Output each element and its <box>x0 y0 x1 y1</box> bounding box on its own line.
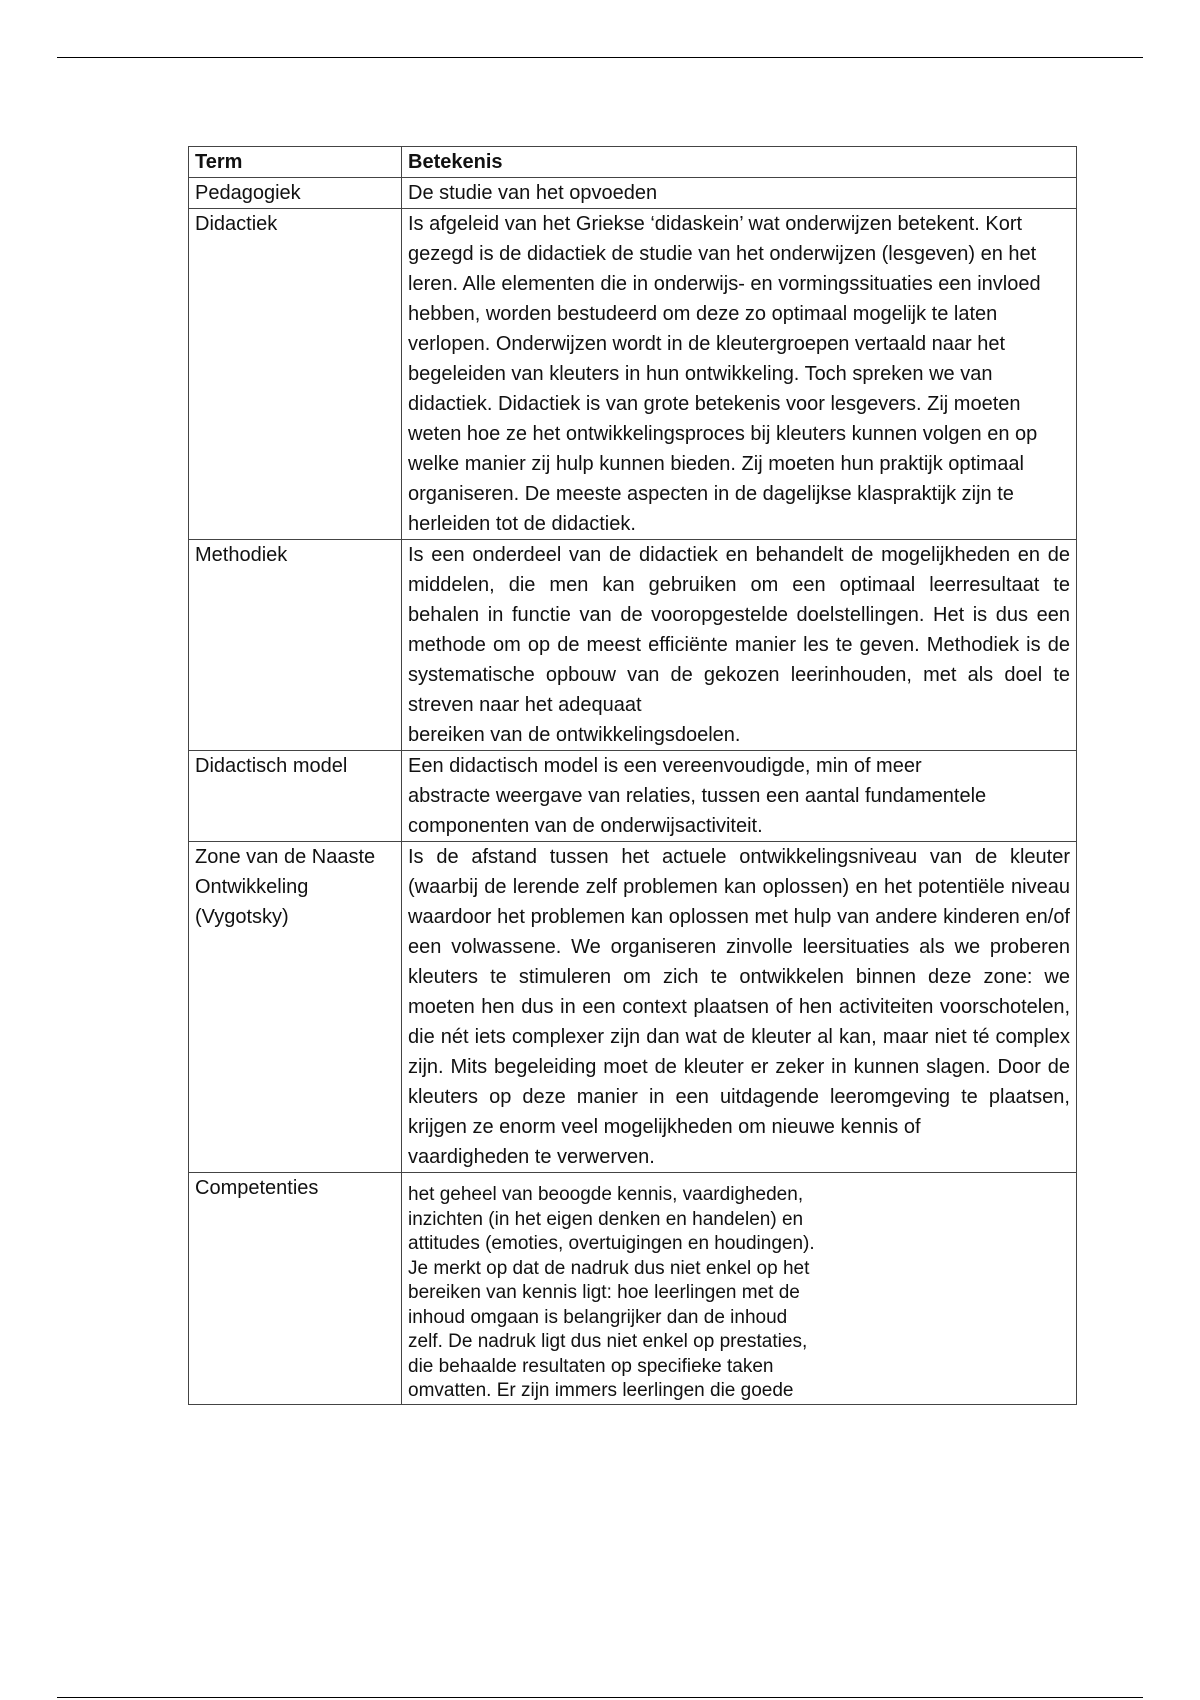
column-header-term: Term <box>189 147 402 178</box>
meaning-cell <box>402 751 1077 842</box>
glossary-table <box>188 146 1077 1405</box>
term-cell: Pedagogiek <box>189 178 402 209</box>
meaning-text: Is de afstand tussen het actuele ontwikkelingsniveau van de kleuter (waarbij de lerende zelf problemen kan oplossen) en het potentiële niveau waardoor het problemen kan oplossen met hulp van andere kinderen en/of een volwassene. We organiseren zinvolle leersituaties als we proberen kleuters te stimuleren om zich te ontwikkelen binnen deze zone: we moeten hen dus in een context plaatsen of hen activiteiten voorschotelen, die nét iets complexer zijn dan wat de kleuter al kan, maar niet té complex zijn. Mits begeleiding moet de kleuter er zeker in kunnen slagen. Door de kleuters op deze manier in een uitdagende leeromgeving te plaatsen, krijgen ze enorm veel mogelijkheden om nieuwe kennis of <box>408 846 1070 1138</box>
header-rule <box>57 57 1143 58</box>
column-header-meaning: Betekenis <box>402 147 1077 178</box>
table-row <box>189 842 1077 1173</box>
table-header-row <box>189 147 1077 178</box>
meaning-cell <box>402 842 1077 1173</box>
table-row <box>189 751 1077 842</box>
meaning-cell: De studie van het opvoeden <box>402 178 1077 209</box>
meaning-cell <box>402 1173 1077 1405</box>
meaning-cell <box>402 540 1077 751</box>
meaning-text: Is een onderdeel van de didactiek en behandelt de mogelijkheden en de middelen, die men kan gebruiken om een optimaal leerresultaat te behalen in functie van de vooropgestelde doelstellingen. Het is dus een methode om op de meest efficiënte manier les te geven. Methodiek is de systematische opbouw van de gekozen leerinhouden, met als doel te streven naar het adequaat <box>408 544 1070 716</box>
table-row <box>189 540 1077 751</box>
term-cell: Didactiek <box>189 209 402 540</box>
term-cell: Competenties <box>189 1173 402 1405</box>
table-row <box>189 178 1077 209</box>
meaning-text: Een didactisch model is een vereenvoudigde, min of meer abstracte weergave van relaties, tussen een aantal fundamentele componenten van de onderwijsactiviteit. <box>408 755 987 837</box>
term-cell: Didactisch model <box>189 751 402 842</box>
term-cell: Methodiek <box>189 540 402 751</box>
term-cell: Zone van de Naaste Ontwikkeling (Vygotsky) <box>189 842 402 1173</box>
meaning-cell: Is afgeleid van het Griekse ‘didaskein’ wat onderwijzen betekent. Kort gezegd is de didactiek de studie van het onderwijzen (lesgeven) en het leren. Alle elementen die in onderwijs- en vormingssituaties een invloed hebben, worden bestudeerd om deze zo optimaal mogelijk te laten verlopen. Onderwijzen wordt in de kleutergroepen vertaald naar het begeleiden van kleuters in hun ontwikkeling. Toch spreken we van didactiek. Didactiek is van grote betekenis voor lesgevers. Zij moeten weten hoe ze het ontwikkelingsproces bij kleuters kunnen volgen en op welke manier zij hulp kunnen bieden. Zij moeten hun praktijk optimaal organiseren. De meeste aspecten in de dagelijkse klaspraktijk zijn te herleiden tot de didactiek. <box>402 209 1077 540</box>
table-row <box>189 209 1077 540</box>
meaning-text: het geheel van beoogde kennis, vaardigheden, inzichten (in het eigen denken en handelen) en attitudes (emoties, overtuigingen en houdingen). Je merkt op dat de nadruk dus niet enkel op het bereiken van kennis ligt: hoe leerlingen met de inhoud omgaan is belangrijker dan de inhoud zelf. De nadruk ligt dus niet enkel op prestaties, die behaalde resultaten op specifieke taken omvatten. Er zijn immers leerlingen die goede <box>408 1184 815 1401</box>
meaning-text-end: bereiken van de ontwikkelingsdoelen. <box>408 724 741 746</box>
footer-rule <box>57 1697 1143 1698</box>
meaning-text-end: vaardigheden te verwerven. <box>408 1146 655 1168</box>
table-row <box>189 1173 1077 1405</box>
